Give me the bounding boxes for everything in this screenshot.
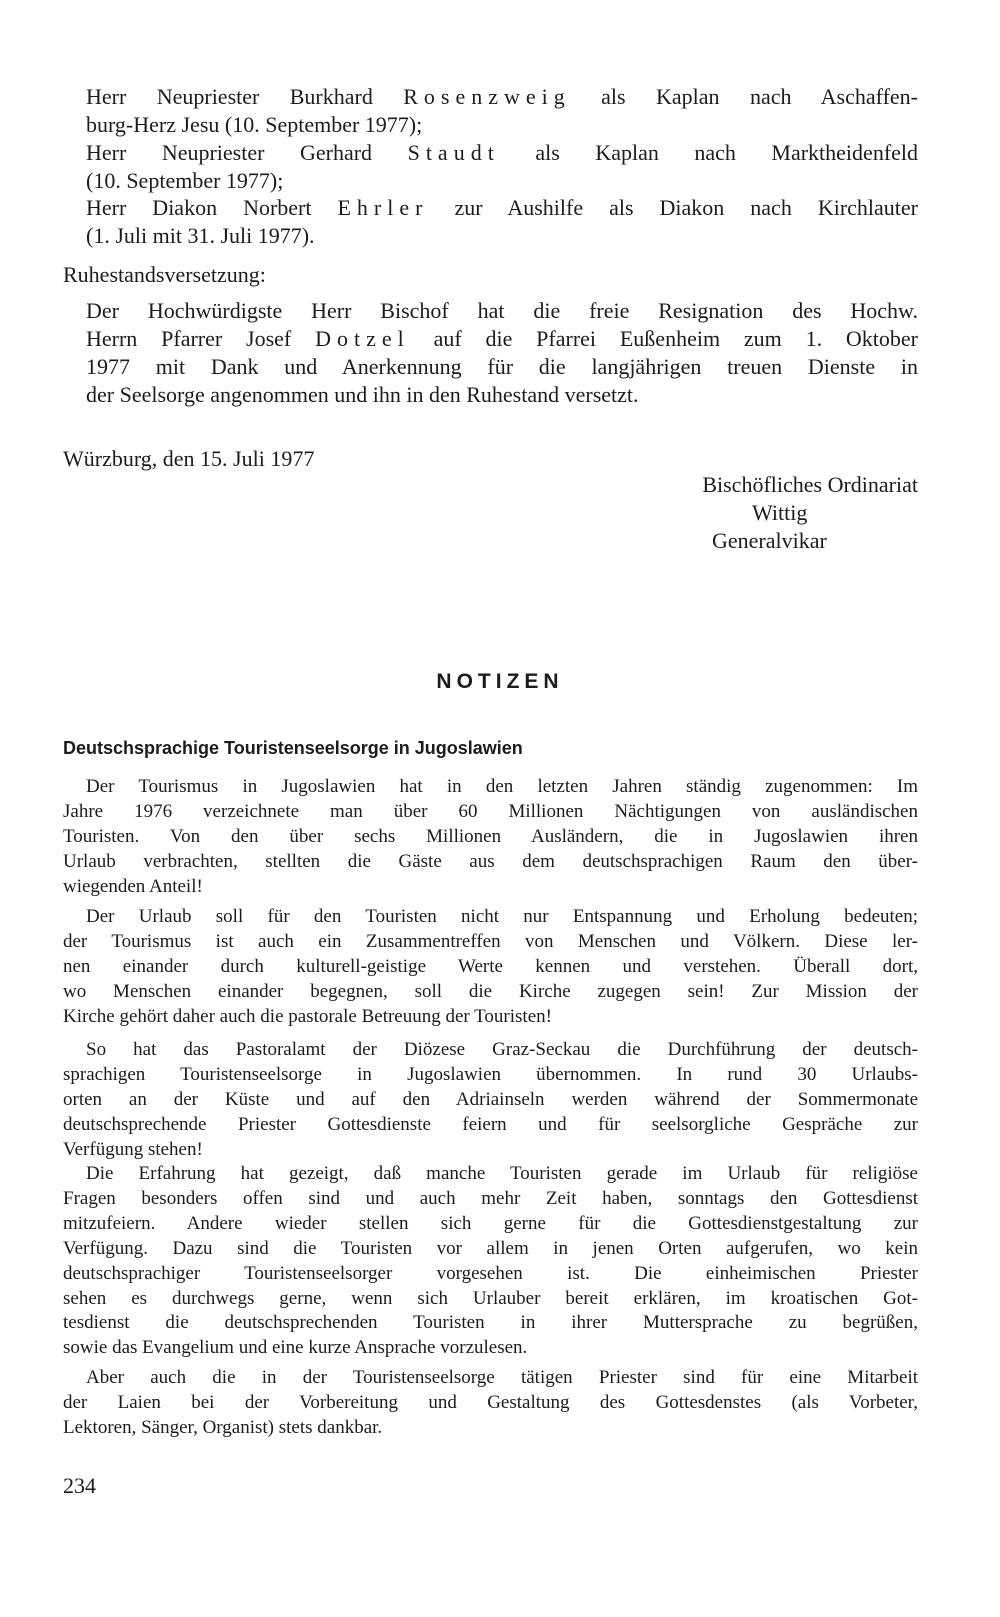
appointment-1-name: Rosenzweig xyxy=(403,84,571,109)
notes-paragraph-5-line-2: der Laien bei der Vorbereitung und Gestaltung des Gottesdenstes (als Vorbeter, xyxy=(63,1391,918,1413)
notes-paragraph-3-line-4: deutschsprechende Priester Gottesdienste feiern und für seelsorgliche Gespräche zur xyxy=(63,1113,918,1135)
notes-paragraph-3-line-2: sprachigen Touristenseelsorge in Jugoslawien übernommen. In rund 30 Urlaubs- xyxy=(63,1063,918,1085)
notes-paragraph-1-line-2: Jahre 1976 verzeichnete man über 60 Millionen Nächtigungen von ausländischen xyxy=(63,800,918,822)
notes-paragraph-4-line-1: Die Erfahrung hat gezeigt, daß manche Touristen gerade im Urlaub für religiöse xyxy=(86,1163,918,1184)
appointment-1-line-1 xyxy=(86,84,918,110)
appointment-2-suffix: als Kaplan nach Marktheidenfeld xyxy=(535,140,919,165)
appointment-2-line-2: (10. September 1977); xyxy=(86,168,284,193)
notes-paragraph-4-line-3: mitzufeiern. Andere wieder stellen sich gerne für die Gottesdienstgestaltung zur xyxy=(63,1212,918,1234)
notes-paragraph-1-line-4: Urlaub verbrachten, stellten die Gäste aus dem deutschsprachigen Raum den über- xyxy=(63,850,918,872)
appointment-3-line-2: (1. Juli mit 31. Juli 1977). xyxy=(86,223,315,248)
notes-paragraph-1-line-3: Touristen. Von den über sechs Millionen Ausländern, die in Jugoslawien ihren xyxy=(63,825,918,847)
retirement-prefix: Herrn Pfarrer Josef xyxy=(86,326,292,351)
retirement-line-1: Der Hochwürdigste Herr Bischof hat die freie Resignation des Hochw. xyxy=(86,298,918,323)
notes-paragraph-1-line-1: Der Tourismus in Jugoslawien hat in den letzten Jahren ständig zugenommen: Im xyxy=(86,776,918,797)
appointment-3-prefix: Herr Diakon Norbert xyxy=(86,195,312,220)
page-number: 234 xyxy=(63,1473,96,1498)
retirement-line-2 xyxy=(86,326,918,352)
notes-paragraph-2-line-4: wo Menschen einander begegnen, soll die Kirche zugegen sein! Zur Mission der xyxy=(63,980,918,1002)
notes-paragraph-1-line-5: wiegenden Anteil! xyxy=(63,875,203,897)
appointment-1-line-2: burg-Herz Jesu (10. September 1977); xyxy=(86,112,423,137)
notes-paragraph-4-line-7: tesdienst die deutschsprechenden Touristen in ihrer Muttersprache zu begrüßen, xyxy=(63,1312,918,1334)
notes-heading: Deutschsprachige Touristenseelsorge in Jugoslawien xyxy=(63,738,523,758)
notes-title: NOTIZEN xyxy=(436,670,564,693)
notes-paragraph-2-line-2: der Tourismus ist auch ein Zusammentreffen von Menschen und Völkern. Diese ler- xyxy=(63,930,918,952)
appointment-3-suffix: zur Aushilfe als Diakon nach Kirchlauter xyxy=(454,195,918,220)
retirement-heading: Ruhestandsversetzung: xyxy=(63,262,266,287)
appointment-3-line-1 xyxy=(86,195,918,221)
retirement-name: Dotzel xyxy=(315,326,410,351)
appointment-3-name: Ehrler xyxy=(337,195,429,220)
signature-name: Wittig xyxy=(752,500,808,525)
notes-paragraph-3-line-3: orten an der Küste und auf den Adriainseln werden während der Sommermonate xyxy=(63,1088,918,1110)
signature-office: Bischöfliches Ordinariat xyxy=(702,472,918,497)
notes-paragraph-3-line-5: Verfügung stehen! xyxy=(63,1138,203,1160)
appointment-2-line-1 xyxy=(86,140,918,166)
signature-role: Generalvikar xyxy=(712,528,827,553)
appointment-1-suffix: als Kaplan nach Aschaffen- xyxy=(601,84,918,109)
notes-paragraph-2-line-5: Kirche gehört daher auch die pastorale Betreuung der Touristen! xyxy=(63,1005,552,1027)
retirement-line-3: 1977 mit Dank und Anerkennung für die langjährigen treuen Dienste in xyxy=(86,354,918,379)
appointment-2-prefix: Herr Neupriester Gerhard xyxy=(86,140,373,165)
notes-paragraph-4-line-2: Fragen besonders offen sind und auch mehr Zeit haben, sonntags den Gottesdienst xyxy=(63,1187,918,1209)
place-date: Würzburg, den 15. Juli 1977 xyxy=(63,446,315,471)
notes-paragraph-4-line-5: deutschsprachiger Touristenseelsorger vorgesehen ist. Die einheimischen Priester xyxy=(63,1262,918,1284)
appointment-1-prefix: Herr Neupriester Burkhard xyxy=(86,84,373,109)
retirement-suffix: auf die Pfarrei Eußenheim zum 1. Oktober xyxy=(433,326,919,351)
notes-paragraph-5-line-3: Lektoren, Sänger, Organist) stets dankbar. xyxy=(63,1416,383,1438)
notes-paragraph-4-line-4: Verfügung. Dazu sind die Touristen vor allem in jenen Orten aufgerufen, wo kein xyxy=(63,1237,918,1259)
notes-paragraph-3-line-1: So hat das Pastoralamt der Diözese Graz-Seckau die Durchführung der deutsch- xyxy=(86,1039,918,1060)
appointment-2-name: Staudt xyxy=(407,140,500,165)
notes-paragraph-2-line-3: nen einander durch kulturell-geistige Werte kennen und verstehen. Überall dort, xyxy=(63,955,918,977)
notes-paragraph-4-line-6: sehen es durchwegs gerne, wenn sich Urlauber bereit erklären, im kroatischen Got- xyxy=(63,1287,918,1309)
retirement-line-4: der Seelsorge angenommen und ihn in den Ruhestand versetzt. xyxy=(86,382,639,407)
notes-paragraph-5-line-1: Aber auch die in der Touristenseelsorge tätigen Priester sind für eine Mitarbeit xyxy=(86,1367,918,1388)
notes-paragraph-4-line-8: sowie das Evangelium und eine kurze Ansprache vorzulesen. xyxy=(63,1337,528,1359)
notes-paragraph-2-line-1: Der Urlaub soll für den Touristen nicht nur Entspannung und Erholung bedeuten; xyxy=(86,906,918,927)
